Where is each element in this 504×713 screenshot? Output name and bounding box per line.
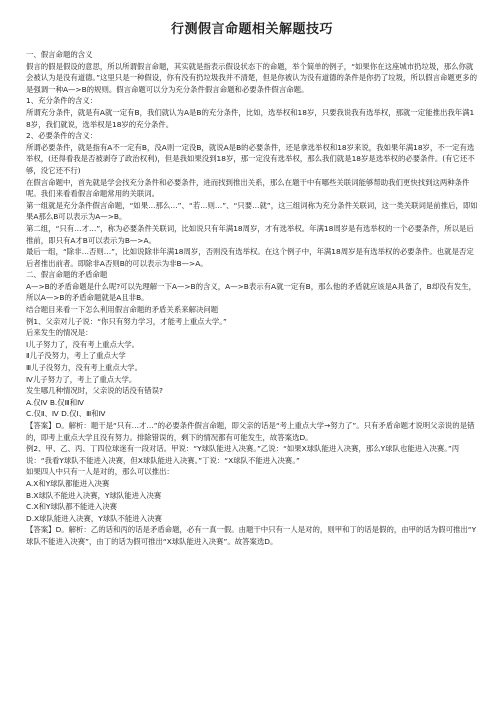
document-paragraph: 在假言命题中，首先就是学会找充分条件和必要条件，进而找到推出关系，那么在题干中有哪些关联词能够帮助我们更快找到这两种条件呢。我们来看看假言命题常用的关联词。 xyxy=(26,177,470,199)
document-paragraph: 2、必要条件的含义： xyxy=(26,131,98,141)
document-paragraph: 第一组就是充分条件假言命题，“如果…那么…”、“若…则…”、“只要…就”，这三组词称为充分条件关联词，这一类关联词是前推后，即如果A那么B可以表示为A—>B。 xyxy=(26,200,478,222)
document-title: 行测假言命题相关解题技巧 xyxy=(170,22,333,37)
document-paragraph: 【答案】D。解析：题干是“只有…才…”的必要条件假言命题，即父亲的话是“考上重点大学→努力了”。只有矛盾命题才说明父亲说的是错的，即考上重点大学且没有努力。排除错误的，剩下的情况都有可能发生，故答案选D。 xyxy=(26,421,475,442)
document-body xyxy=(26,49,478,548)
document-paragraph: Ⅳ儿子努力了，考上了重点大学。 xyxy=(26,374,137,384)
document-paragraph: C.仅Ⅱ、Ⅳ D.仅Ⅰ、Ⅲ和Ⅳ xyxy=(26,409,106,419)
document-paragraph: 结合题目来看一下怎么利用假言命题的矛盾关系来解决问题 xyxy=(26,305,219,315)
document-paragraph: 所谓充分条件，就是有A就一定有B，我们就认为A是B的充分条件，比如，选举权和18岁，只要我说我有选举权，那就一定能推出我年满18岁，我们就说，选举权是18岁的充分条件。 xyxy=(26,107,475,129)
document-paragraph: 二、假言命题的矛盾命题 xyxy=(26,270,108,280)
document-paragraph: 后来发生的情况是： xyxy=(26,328,93,338)
document-paragraph: B.X球队不能进入决赛，Y球队能进入决赛 xyxy=(26,490,162,500)
document-paragraph: 一、假言命题的含义 xyxy=(26,50,93,59)
document-paragraph: 假言的假是假设的意思，所以所谓假言命题，其实就是指表示假设状态下的命题，举个简单的例子，“如果你在这座城市扔垃圾，那么你就会被认为是没有道德。”这里只是一种假设，你有没有扔垃圾我并不清楚，但是你被认为没有道德的条件是你扔了垃圾，所以假言命题更多的是强调一种A—>B的规则。假言命题可以分为充分条件假言命题和必要条件假言命题。 xyxy=(26,61,477,94)
document-paragraph: A.仅Ⅳ B.仅Ⅲ和Ⅳ xyxy=(26,397,84,407)
document-paragraph: A.X和Y球队都能进入决赛 xyxy=(26,478,110,488)
document-paragraph: 【答案】D。解析：乙的话和丙的话是矛盾命题，必有一真一假。由题干中只有一人是对的，则甲和丁的话是假的，由甲的话为假可推出“Y球队不能进入决赛”，由丁的话为假可推出“X球队能进入决赛”。故答案选D。 xyxy=(26,525,477,546)
document-paragraph: A—>B的矛盾命题是什么呢?可以先理解一下A—>B的含义，A—>B表示有A就一定有B，那么他的矛盾就应该是A具备了，B却没有发生，所以A—>B的矛盾命题就是A且非B。 xyxy=(26,281,477,303)
document-paragraph: 如果四人中只有一人是对的，那么可以推出： xyxy=(26,467,174,477)
document-paragraph: Ⅲ儿子没努力，没有考上重点大学。 xyxy=(26,363,142,373)
document-paragraph: Ⅱ儿子没努力，考上了重点大学 xyxy=(26,351,126,361)
document-paragraph: 例2、甲、乙、丙、丁四位球迷有一段对话。甲说：“Y球队能进入决赛。”乙说：“如果X球队能进入决赛，那么Y球队也能进入决赛。”丙说：“我看Y球队不能进入决赛，但X球队能进入决赛。”丁说：“X球队不能进入决赛。” xyxy=(26,444,460,465)
document-paragraph: 例1、父亲对儿子说：“你只有努力学习，才能考上重点大学。” xyxy=(26,316,227,326)
document-paragraph: D.X球队能进入决赛，Y球队不能进入决赛 xyxy=(26,513,162,523)
document-paragraph: Ⅰ儿子努力了，没有考上重点大学。 xyxy=(26,339,140,349)
document-paragraph: 第二组，“只有…才…”，称为必要条件关联词，比如说只有年满18周岁，才有选举权。年满18周岁是有选举权的一个必要条件，所以是后推前，即只有A才B可以表示为B—>A。 xyxy=(26,223,474,245)
document-paragraph: 发生哪几种情况时，父亲说的话没有错误? xyxy=(26,386,163,396)
document-paragraph: 1、充分条件的含义： xyxy=(26,96,98,106)
document-paragraph: C.X和Y球队都不能进入决赛 xyxy=(26,502,117,512)
document-paragraph: 最后一组，“除非…否则…”，比如说除非年满18周岁，否则没有选举权。在这个例子中，年满18周岁是有选举权的必要条件。也就是否定后者推出前者。即除非A否则B的可以表示为非B—>A。 xyxy=(26,247,474,268)
document-paragraph: 所谓必要条件，就是指有A不一定有B，没A则一定没B，就说A是B的必要条件，还是拿选举权和18岁来说，我如果年满18岁，不一定有选举权，(还得看我是否被剥夺了政治权利)，但是我如果没到18岁，那一定没有选举权，那么我们就是18岁是选举权的必要条件。(有它还不够，没它还不行) xyxy=(26,142,475,175)
